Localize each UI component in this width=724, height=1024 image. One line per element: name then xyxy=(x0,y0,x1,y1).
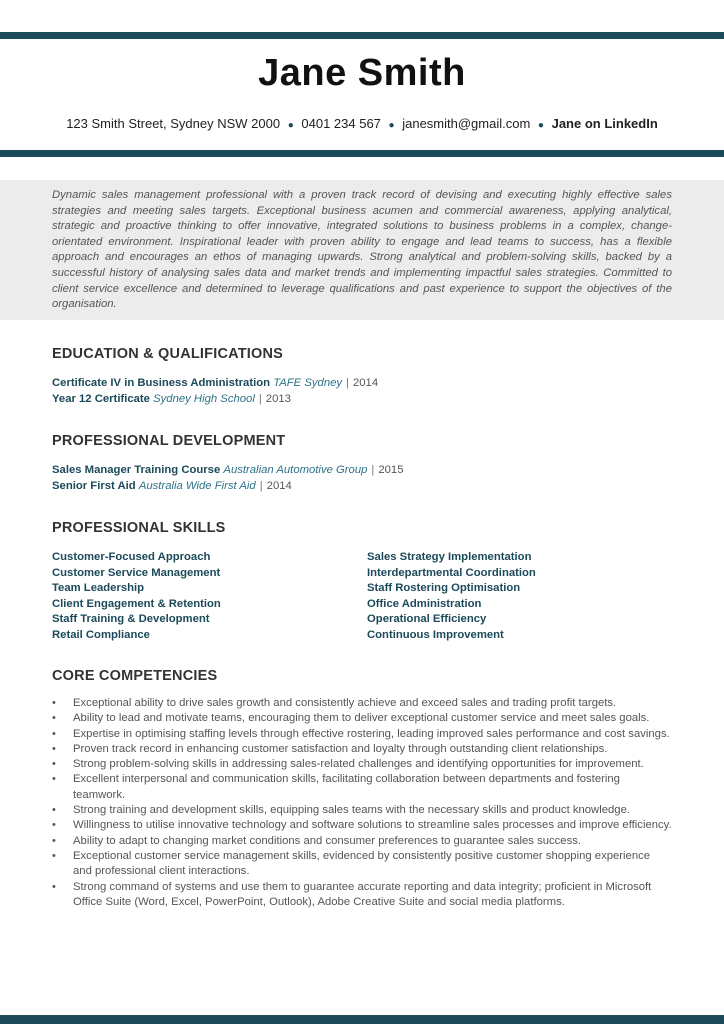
skill-item: Customer-Focused Approach xyxy=(52,551,211,563)
qualification-name: Certificate IV in Business Administration xyxy=(52,377,271,389)
skill-item: Sales Strategy Implementation xyxy=(367,551,532,563)
competency-item: • Ability to adapt to changing market conditions and consumer preferences to guarantee sales success. xyxy=(52,834,672,849)
qualification-year: 2013 xyxy=(265,392,291,405)
skills-column-right xyxy=(367,550,682,643)
course-name: Sales Manager Training Course xyxy=(52,464,221,476)
course-provider: Australia Wide First Aid xyxy=(138,479,256,492)
competency-item: • Strong training and development skills, equipping sales teams with the necessary skills and product knowledge. xyxy=(52,803,672,818)
skills-heading: PROFESSIONAL SKILLS xyxy=(52,520,226,536)
header-divider-bar xyxy=(0,150,724,157)
competency-item: • Excellent interpersonal and communication skills, facilitating collaboration between departments and fostering teamwork. xyxy=(52,772,672,803)
education-heading: EDUCATION & QUALIFICATIONS xyxy=(52,346,284,362)
separator-dot-icon: ● xyxy=(287,120,294,131)
skills-columns xyxy=(52,550,682,643)
course-provider: Australian Automotive Group xyxy=(223,464,368,476)
education-entry xyxy=(52,376,682,392)
skill-item: Retail Compliance xyxy=(52,628,150,641)
skill-item: Staff Training & Development xyxy=(52,613,210,625)
course-name: Senior First Aid xyxy=(52,479,136,492)
competency-item: • Strong problem-solving skills in addressing sales-related challenges and identifying opportunities for improvement. xyxy=(52,757,672,772)
skill-item: Office Administration xyxy=(367,597,482,610)
skill-item: Operational Efficiency xyxy=(367,613,487,625)
contact-email[interactable]: janesmith@gmail.com xyxy=(402,116,531,131)
contact-phone: 0401 234 567 xyxy=(301,116,381,131)
development-entry xyxy=(52,479,682,495)
qualification-institution: TAFE Sydney xyxy=(273,377,343,389)
skill-item: Customer Service Management xyxy=(52,566,221,579)
qualification-name: Year 12 Certificate xyxy=(52,392,150,405)
pipe-separator: | xyxy=(346,377,349,389)
qualification-year: 2014 xyxy=(352,377,379,389)
bottom-accent-bar xyxy=(0,1015,724,1024)
separator-dot-icon: ● xyxy=(388,120,395,131)
development-section xyxy=(52,433,682,494)
pipe-separator: | xyxy=(259,479,263,492)
competency-item: • Ability to lead and motivate teams, encouraging them to deliver exceptional customer service and meet sales goals. xyxy=(52,711,672,726)
separator-dot-icon: ● xyxy=(537,120,544,131)
course-year: 2014 xyxy=(266,479,292,492)
linkedin-link[interactable]: Jane on LinkedIn xyxy=(551,116,658,131)
skill-item: Client Engagement & Retention xyxy=(52,597,221,610)
development-heading: PROFESSIONAL DEVELOPMENT xyxy=(52,433,286,449)
pipe-separator: | xyxy=(258,392,262,405)
skill-item: Continuous Improvement xyxy=(367,628,504,641)
competency-item: • Strong command of systems and use them to guarantee accurate reporting and data integrity; proficient in Microsoft Office Suite (Word, Excel, PowerPoint, Outlook), Adobe Creative Suite and social media platforms. xyxy=(52,880,672,911)
competency-item: • Willingness to utilise innovative technology and software solutions to streamline sales processes and improve efficiency. xyxy=(52,818,672,833)
contact-address: 123 Smith Street, Sydney NSW 2000 xyxy=(66,116,281,131)
qualification-institution: Sydney High School xyxy=(153,392,255,405)
education-entry xyxy=(52,392,682,408)
competency-item: • Expertise in optimising staffing levels through effective rostering, leading improved sales performance and cost savings. xyxy=(52,727,672,742)
competencies-list xyxy=(52,696,672,910)
competency-item: • Exceptional ability to drive sales growth and consistently achieve and exceed sales and trading profit targets. xyxy=(52,696,672,711)
competency-item: • Proven track record in enhancing customer satisfaction and loyalty through outstanding client relationships. xyxy=(52,742,672,757)
skill-item: Staff Rostering Optimisation xyxy=(367,582,521,594)
competency-item: • Exceptional customer service management skills, evidenced by consistently positive customer shopping experience and professional client interactions. xyxy=(52,849,672,880)
education-section xyxy=(52,346,682,407)
competencies-heading: CORE COMPETENCIES xyxy=(52,668,218,684)
course-year: 2015 xyxy=(378,464,404,476)
professional-summary: Dynamic sales management professional with a proven track record of devising and executing highly effective sales strategies and meeting sales targets. Exceptional business acumen and commercial awareness, applying analytical, strategic and proactive thinking to offer innovative, integrated solutions to business problems in a complex, change-orientated environment. Inspirational leader with proven ability to engage and lead teams to success, has a flexible approach and encourages an ethos of managing upwards. Strong analytical and problem-solving skills, backed by a successful history of analysing sales data and market trends and implementing impactful sales strategies. Committed to client service excellence and determined to leverage qualifications and past experience to support the objectives of the organisation. xyxy=(0,180,724,320)
skills-section xyxy=(52,520,682,643)
skill-item: Team Leadership xyxy=(52,582,145,594)
competencies-section xyxy=(52,668,672,910)
development-entry xyxy=(52,463,682,479)
pipe-separator: | xyxy=(371,464,375,476)
top-accent-bar xyxy=(0,32,724,39)
contact-line xyxy=(0,116,724,131)
skills-column-left xyxy=(52,550,367,643)
skill-item: Interdepartmental Coordination xyxy=(367,566,536,579)
resume-name: Jane Smith xyxy=(258,52,466,94)
